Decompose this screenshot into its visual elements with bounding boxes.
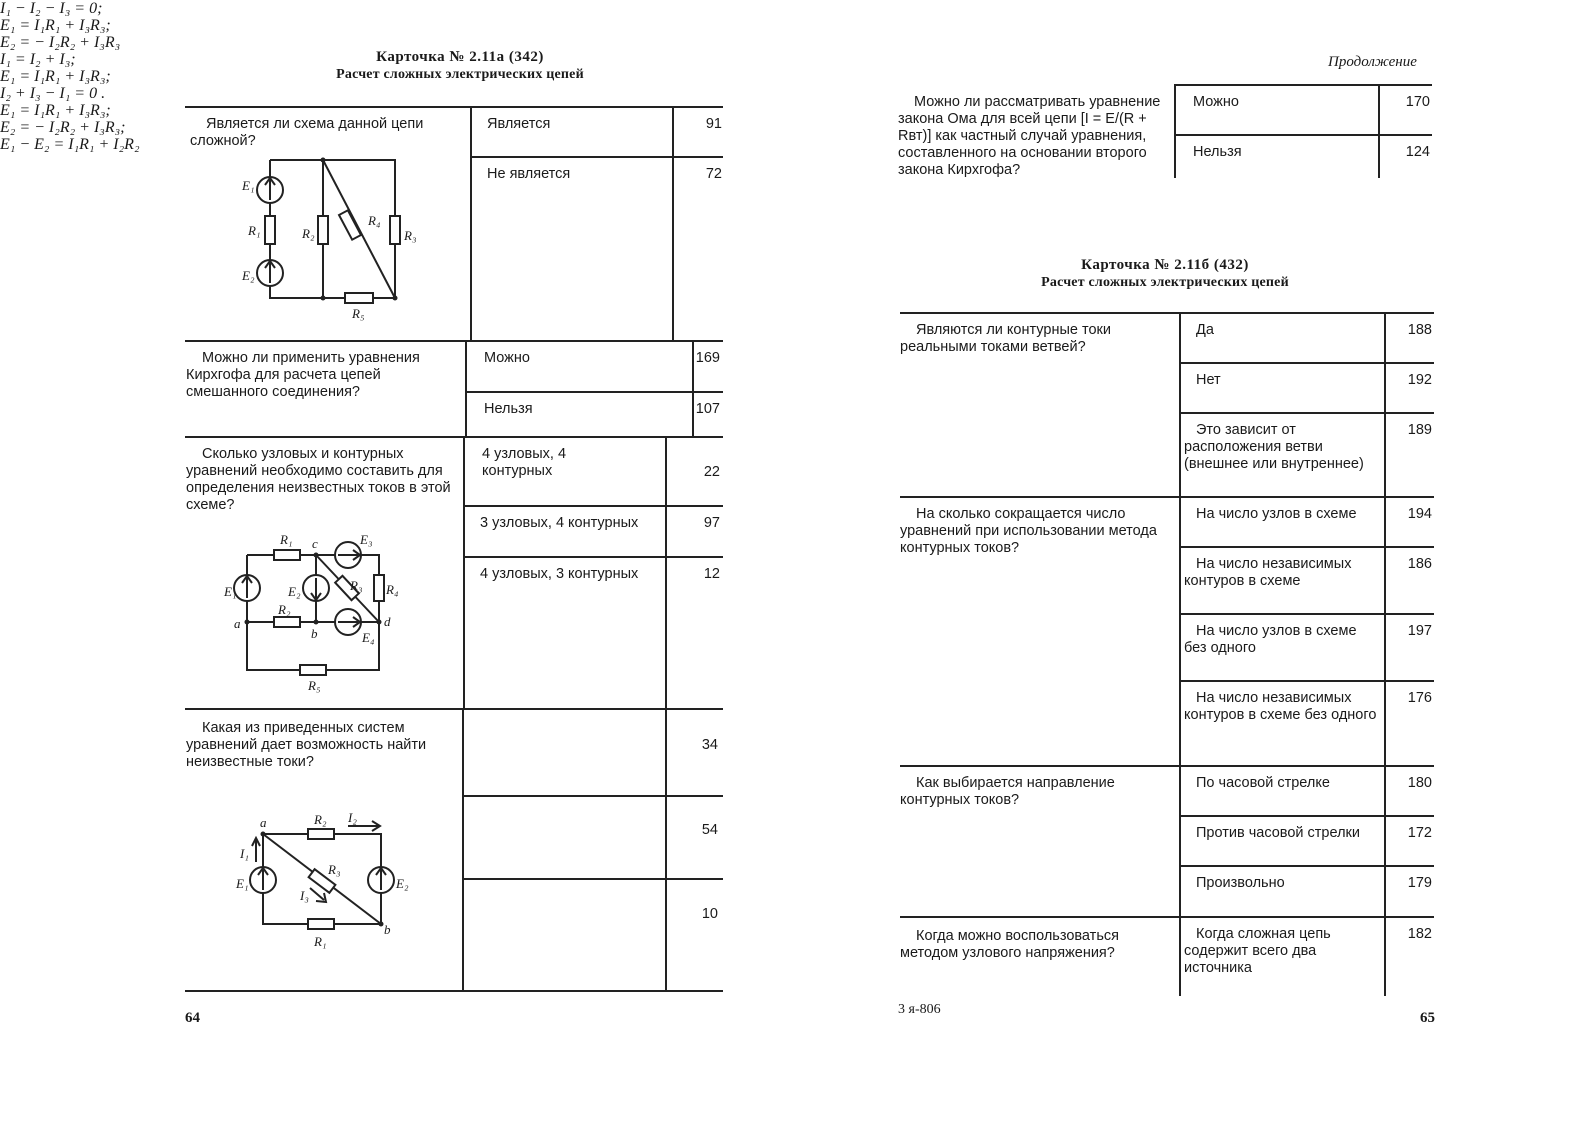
table-rule [185,990,723,992]
answer-text[interactable]: Произвольно [1196,875,1285,891]
question-text: Сколько узловых и контурных уравнений необходимо составить для определения неизвестных токов в этой схеме? [186,446,451,513]
table-rule [1180,815,1434,817]
label-a: a [234,616,241,631]
table-rule [1378,84,1380,178]
answer-number: 54 [701,822,718,838]
table-rule [1174,84,1176,178]
answer-text[interactable]: Нельзя [1193,144,1242,160]
label-r3: R₃ [350,578,363,593]
question-text: Можно ли применить уравнения Кирхгофа для расчета цепей смешанного соединения? [186,350,420,400]
answer-text[interactable]: На число узлов в схеме без одного [1184,623,1357,656]
label-i2: I₂ [348,810,357,825]
answer-text[interactable]: Когда сложная цепь содержит всего два источника [1184,926,1331,976]
table-rule [900,765,1434,767]
table-rule [1180,680,1434,682]
answer-text[interactable]: Можно [484,350,530,366]
table-rule [672,106,674,340]
table-rule [1384,312,1386,996]
label-e3: E₃ [360,532,373,547]
card-subtitle: Расчет сложных электрических цепей [1041,275,1289,290]
table-rule [1179,312,1181,996]
table-rule [463,436,465,708]
card-title-left [300,48,620,84]
table-rule [185,708,723,710]
answer-text[interactable]: Не является [487,166,571,182]
equation-line: E₂ = − I₂R₂ + I₃R₃ [0,34,121,51]
answer-number: 34 [701,737,718,753]
label-b: b [384,922,391,937]
answer-number: 124 [1405,144,1430,160]
answer-number: 91 [705,116,722,132]
table-rule [185,106,723,108]
right-page [860,0,1582,1132]
table-rule [465,340,467,436]
answer-number: 180 [1407,775,1432,791]
label-r2: R₂ [302,226,315,241]
answer-number: 189 [1407,422,1432,438]
answer-number: 22 [703,464,720,480]
answer-number: 176 [1407,690,1432,706]
label-e2: E₂ [396,876,409,891]
label-r4: R₄ [368,213,381,228]
equation-line: I₂ + I₃ − I₁ = 0 . [0,85,106,102]
table-rule [467,391,723,393]
answer-text[interactable]: 3 узловых, 4 контурных [480,515,639,531]
equation-line: I₁ = I₂ + I₃; [0,51,76,68]
answer-equations[interactable] [0,51,180,102]
answer-text[interactable]: По часовой стрелке [1196,775,1330,791]
label-a: a [260,815,267,830]
table-rule [463,795,723,797]
question-text: Являются ли контурные токи реальными токами ветвей? [900,322,1111,355]
label-r5: R₅ [308,678,321,693]
label-e2: E₂ [242,268,255,283]
answer-text[interactable]: Да [1196,322,1214,338]
label-r2: R₂ [278,602,291,617]
table-rule [900,312,1434,314]
label-e4: E₄ [362,630,375,645]
page-number: 65 [1420,1010,1435,1026]
answer-text[interactable]: На число узлов в схеме [1196,506,1357,522]
label-r3: R₃ [404,228,417,243]
question-text: Как выбирается направление контурных токов? [900,775,1115,808]
answer-number: 182 [1407,926,1432,942]
label-c: c [312,536,318,551]
footer-code: 3 я-806 [898,1002,941,1017]
table-rule [665,708,667,990]
question-text: Какая из приведенных систем уравнений дает возможность найти неизвестные токи? [186,720,427,770]
label-e1: E₁ [242,178,255,193]
left-page [0,0,760,1132]
answer-number: 10 [701,906,718,922]
table-rule [185,340,723,342]
answer-equations[interactable] [0,0,180,51]
table-rule [1180,362,1434,364]
card-subtitle: Расчет сложных электрических цепей [336,67,584,82]
question-text: Является ли схема данной цепи сложной? [190,116,424,149]
label-e2: E₂ [288,584,301,599]
label-b: b [311,626,318,641]
label-r5: R₅ [352,306,365,321]
answer-number: 170 [1405,94,1430,110]
table-rule [1180,412,1434,414]
answer-text[interactable]: На число независимых контуров в схеме без одного [1184,690,1377,723]
answer-number: 72 [705,166,722,182]
table-rule [665,436,667,708]
table-rule [465,505,723,507]
answer-number: 179 [1407,875,1432,891]
answer-text[interactable]: Нельзя [484,401,533,417]
table-rule [1176,134,1432,136]
table-rule [900,916,1434,918]
question-text: Можно ли рассматривать уравнение закона Ома для всей цепи [I = E/(R + Rвт)] как частный случай уравнения, составленного на основании второго закона Кирхгофа? [898,94,1161,178]
question-text: На сколько сокращается число уравнений при использовании метода контурных токов? [900,506,1157,556]
label-r2: R₂ [314,812,327,827]
answer-text[interactable]: 4 узловых, 4 контурных [482,446,567,479]
table-rule [185,436,723,438]
answer-text[interactable]: 4 узловых, 3 контурных [480,566,639,582]
answer-number: 192 [1407,372,1432,388]
equation-line: E₁ − E₂ = I₁R₁ + I₂R₂ [0,136,140,153]
page-number: 64 [185,1010,200,1026]
answer-number: 186 [1407,556,1432,572]
table-rule [470,106,472,340]
answer-number: 12 [703,566,720,582]
label-r1: R₁ [280,532,293,547]
answer-number: 107 [695,401,720,417]
equation-line: E₂ = − I₂R₂ + I₃R₃; [0,119,126,136]
table-rule [1176,84,1432,86]
table-rule [1180,865,1434,867]
answer-number: 169 [695,350,720,366]
circuit-diagram-1 [230,150,430,325]
label-d: d [384,614,391,629]
table-rule [472,156,723,158]
answer-number: 172 [1407,825,1432,841]
card-title-text: Карточка № 2.11б (432) [1081,257,1249,273]
label-e1: E₁ [236,876,249,891]
answer-text[interactable]: Является [487,116,551,132]
answer-number: 188 [1407,322,1432,338]
answer-text[interactable]: Нет [1196,372,1221,388]
card-title-text: Карточка № 2.11а (342) [376,49,544,65]
table-rule [462,708,464,990]
label-r1: R₁ [314,934,327,949]
answer-number: 97 [703,515,720,531]
label-i3: I₃ [300,888,309,903]
label-i1: I₁ [240,846,249,861]
equation-line: E₁ = I₁R₁ + I₃R₃; [0,68,111,85]
answer-equations[interactable] [0,102,180,153]
label-r4: R₄ [386,582,399,597]
equation-line: I₁ − I₂ − I₃ = 0; [0,0,103,17]
continued-label: Продолжение [1328,54,1417,70]
answer-text[interactable]: Это зависит от расположения ветви (внешнее или внутреннее) [1184,422,1364,472]
card-title-right [1000,256,1330,292]
equation-line: E₁ = I₁R₁ + I₃R₃; [0,102,111,119]
answer-number: 197 [1407,623,1432,639]
table-rule [1180,613,1434,615]
label-r1: R₁ [248,223,261,238]
equation-line: E₁ = I₁R₁ + I₃R₃; [0,17,111,34]
answer-number: 194 [1407,506,1432,522]
table-rule [463,878,723,880]
answer-text[interactable]: Против часовой стрелки [1196,825,1360,841]
table-rule [1180,546,1434,548]
answer-text[interactable]: На число независимых контуров в схеме [1184,556,1352,589]
label-r3: R₃ [328,862,341,877]
table-rule [900,496,1434,498]
label-e1: E₁ [224,584,237,599]
question-text: Когда можно воспользоваться методом узлового напряжения? [900,928,1119,961]
table-rule [465,556,723,558]
circuit-diagram-2 [222,530,422,700]
circuit-diagram-3 [228,812,428,957]
answer-text[interactable]: Можно [1193,94,1239,110]
